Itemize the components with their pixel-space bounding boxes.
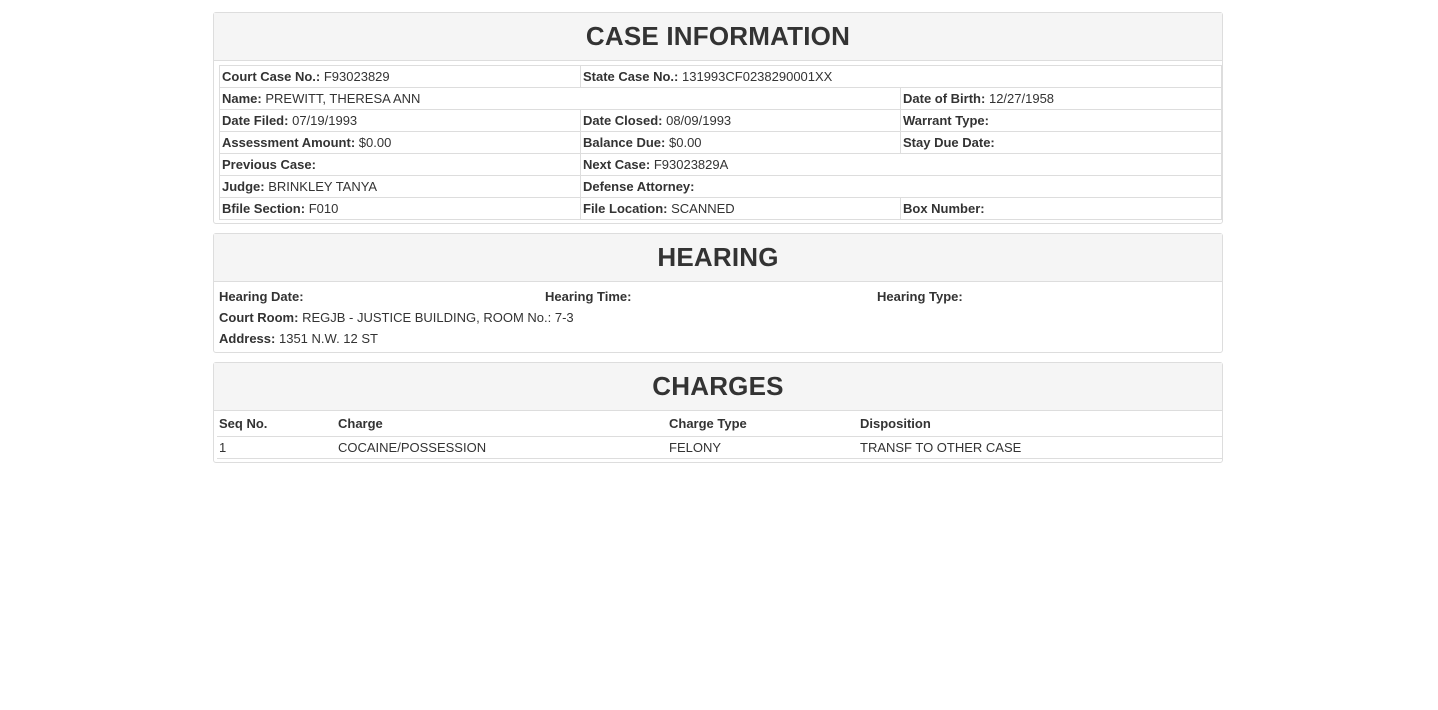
hearing-type-field bbox=[877, 286, 963, 307]
charges-header-row bbox=[217, 411, 1222, 437]
case-info-row bbox=[220, 132, 1222, 154]
hearing-date-label: Hearing Date: bbox=[219, 289, 304, 304]
charges-panel bbox=[213, 362, 1223, 463]
balance-due-label: Balance Due: bbox=[583, 135, 666, 150]
next-case-label: Next Case: bbox=[583, 157, 651, 172]
case-info-row bbox=[220, 110, 1222, 132]
court-case-no-label: Court Case No.: bbox=[222, 69, 321, 84]
case-information-panel bbox=[213, 12, 1223, 224]
stay-due-date-cell bbox=[901, 132, 1222, 154]
hearing-date-field bbox=[219, 286, 304, 307]
state-case-no-label: State Case No.: bbox=[583, 69, 679, 84]
charges-title: CHARGES bbox=[652, 371, 784, 401]
assessment-amount-label: Assessment Amount: bbox=[222, 135, 356, 150]
next-case-cell bbox=[581, 154, 1222, 176]
bfile-section-cell bbox=[220, 198, 581, 220]
charges-header bbox=[214, 363, 1222, 411]
hearing-time-label: Hearing Time: bbox=[545, 289, 632, 304]
hearing-schedule-row bbox=[219, 286, 1219, 307]
next-case-value: F93023829A bbox=[653, 157, 729, 172]
charge-cell: COCAINE/POSSESSION bbox=[336, 437, 667, 459]
hearing-type-label: Hearing Type: bbox=[877, 289, 963, 304]
file-location-cell bbox=[581, 198, 901, 220]
name-cell bbox=[220, 88, 901, 110]
assessment-amount-cell bbox=[220, 132, 581, 154]
hearing-title: HEARING bbox=[657, 242, 779, 272]
court-room-row bbox=[219, 307, 574, 328]
case-info-row bbox=[220, 66, 1222, 88]
charge-type-cell: FELONY bbox=[667, 437, 858, 459]
charges-table bbox=[217, 411, 1222, 459]
column-header-seq-no: Seq No. bbox=[217, 411, 336, 437]
case-info-row bbox=[220, 176, 1222, 198]
name-label: Name: bbox=[222, 91, 262, 106]
case-information-header bbox=[214, 13, 1222, 61]
date-closed-value: 08/09/1993 bbox=[666, 113, 732, 128]
defense-attorney-cell bbox=[581, 176, 1222, 198]
box-number-label: Box Number: bbox=[903, 201, 985, 216]
state-case-no-cell bbox=[581, 66, 1222, 88]
box-number-cell bbox=[901, 198, 1222, 220]
warrant-type-cell bbox=[901, 110, 1222, 132]
file-location-label: File Location: bbox=[583, 201, 668, 216]
balance-due-cell bbox=[581, 132, 901, 154]
case-info-row bbox=[220, 198, 1222, 220]
bfile-section-label: Bfile Section: bbox=[222, 201, 306, 216]
court-room-value: REGJB - JUSTICE BUILDING, ROOM No.: 7-3 bbox=[302, 310, 574, 325]
file-location-value: SCANNED bbox=[671, 201, 735, 216]
previous-case-cell bbox=[220, 154, 581, 176]
date-of-birth-value: 12/27/1958 bbox=[988, 91, 1055, 106]
address-value: 1351 N.W. 12 ST bbox=[278, 331, 378, 346]
table-row bbox=[217, 437, 1222, 459]
hearing-time-field bbox=[545, 286, 631, 307]
bfile-section-value: F010 bbox=[308, 201, 339, 216]
column-header-disposition: Disposition bbox=[858, 411, 1222, 437]
address-row bbox=[219, 328, 378, 349]
date-closed-label: Date Closed: bbox=[583, 113, 663, 128]
name-value: PREWITT, THERESA ANN bbox=[265, 91, 421, 106]
court-case-no-cell bbox=[220, 66, 581, 88]
previous-case-label: Previous Case: bbox=[222, 157, 316, 172]
hearing-header bbox=[214, 234, 1222, 282]
judge-value: BRINKLEY TANYA bbox=[268, 179, 378, 194]
stay-due-date-label: Stay Due Date: bbox=[903, 135, 995, 150]
column-header-charge-type: Charge Type bbox=[667, 411, 858, 437]
judge-label: Judge: bbox=[222, 179, 265, 194]
case-info-row bbox=[220, 154, 1222, 176]
date-filed-label: Date Filed: bbox=[222, 113, 289, 128]
state-case-no-value: 131993CF0238290001XX bbox=[682, 69, 833, 84]
disposition-cell: TRANSF TO OTHER CASE bbox=[858, 437, 1222, 459]
case-info-row bbox=[220, 88, 1222, 110]
balance-due-value: $0.00 bbox=[669, 135, 702, 150]
assessment-amount-value: $0.00 bbox=[358, 135, 392, 150]
column-header-charge: Charge bbox=[336, 411, 667, 437]
case-information-title: CASE INFORMATION bbox=[585, 21, 851, 51]
case-information-table bbox=[219, 65, 1222, 220]
hearing-panel bbox=[213, 233, 1223, 353]
date-of-birth-label: Date of Birth: bbox=[903, 91, 986, 106]
seq-no-cell: 1 bbox=[217, 437, 336, 459]
date-closed-cell bbox=[581, 110, 901, 132]
court-case-no-value: F93023829 bbox=[323, 69, 390, 84]
date-filed-value: 07/19/1993 bbox=[292, 113, 358, 128]
court-room-label: Court Room: bbox=[219, 310, 299, 325]
warrant-type-label: Warrant Type: bbox=[903, 113, 989, 128]
address-label: Address: bbox=[219, 331, 276, 346]
judge-cell bbox=[220, 176, 581, 198]
defense-attorney-label: Defense Attorney: bbox=[583, 179, 695, 194]
date-filed-cell bbox=[220, 110, 581, 132]
date-of-birth-cell bbox=[901, 88, 1222, 110]
